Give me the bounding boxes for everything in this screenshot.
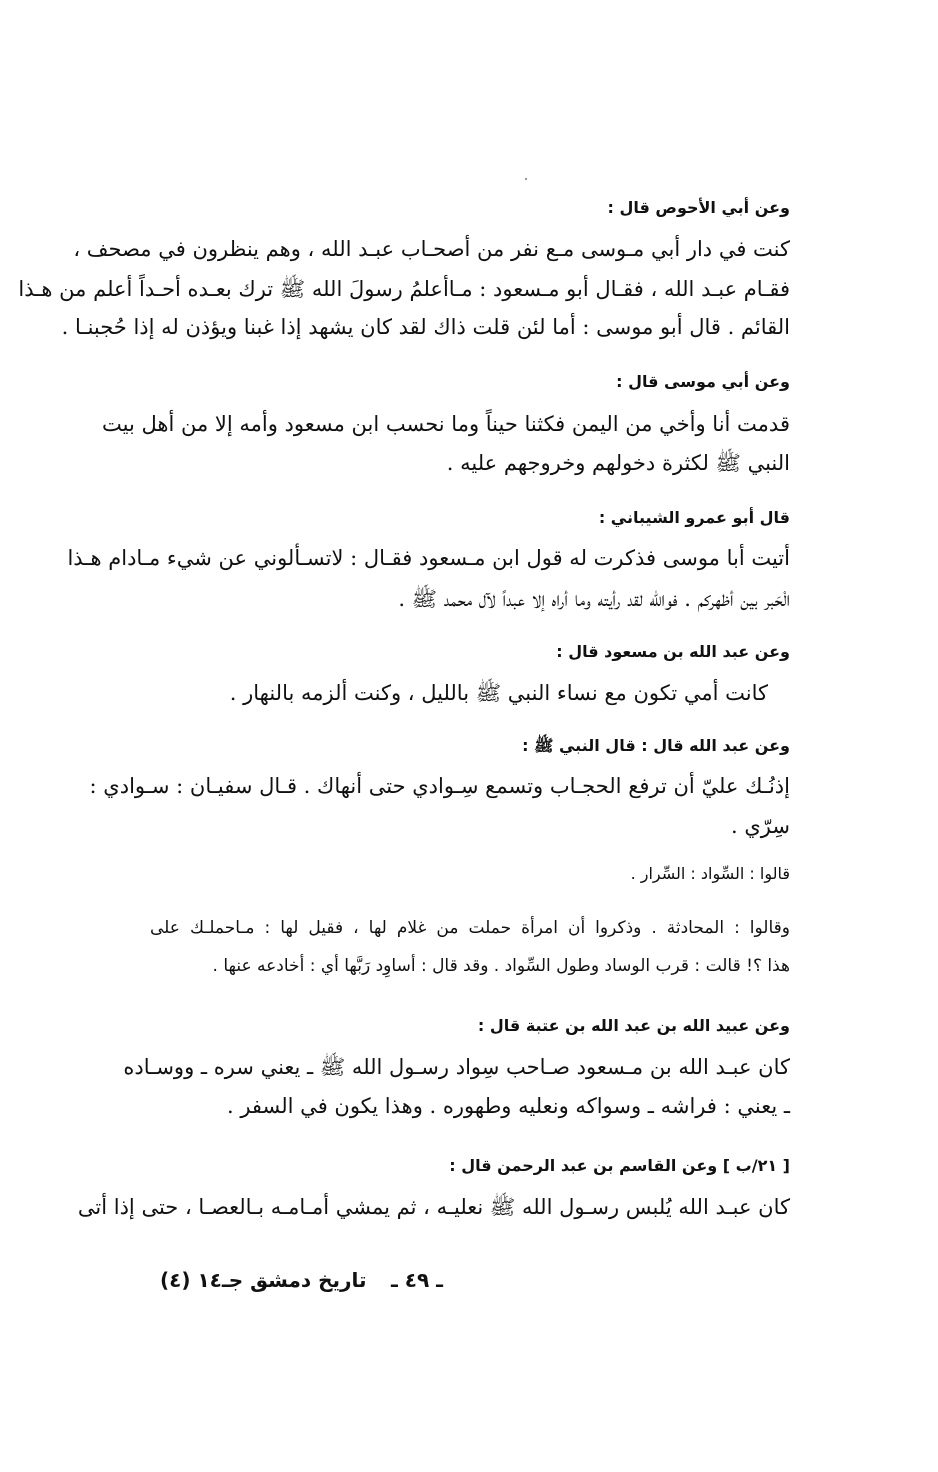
book-title: تاريخ دمشق جـ١٤ (٤): [160, 1268, 367, 1292]
paragraph-line: سِرّي .: [731, 814, 790, 838]
paragraph-line: القائم . قال أبو موسى : أما لئن قلت ذاك لقد كان يشهد إذا غبنا ويؤذن له إذا حُجبنـا .: [61, 315, 790, 339]
section-heading-1: وعن أبي الأحوص قال :: [607, 198, 790, 217]
paragraph-line: وقالوا : المحادثة . وذكروا أن امرأة حملت من غلام لها ، فقيل لها : مـاحملـك على: [150, 918, 790, 938]
page-footer: [160, 1268, 778, 1308]
section-heading-3: قال أبو عمرو الشيباني :: [598, 508, 790, 527]
section-heading-8: وعن عبيد الله بن عبد الله بن عتبة قال :: [477, 1016, 790, 1035]
paragraph-line: كنت في دار أبي مـوسى مـع نفر من أصحـاب عبـد الله ، وهم ينظرون في مصحف ،: [73, 237, 790, 261]
paragraph-line: هذا ؟! قالت : قرب الوساد وطول السِّواد . وقد قال : أساوِد رَبَّها أي : أخادعه عنها .: [212, 956, 790, 976]
section-heading-5: وعن عبد الله قال : قال النبي ﷺ :: [522, 736, 790, 755]
paragraph-line: إذنُـك عليّ أن ترفع الحجـاب وتسمع سِـوادي حتى أنهاك . قـال سفيـان : سـوادي :: [89, 774, 790, 798]
scan-speck: [525, 178, 527, 180]
section-heading-9: [ ٢١/ب ] وعن القاسم بن عبد الرحمن قال :: [449, 1156, 790, 1175]
paragraph-line: ـ يعني : فراشه ـ وسواكه ونعليه وطهوره . وهذا يكون في السفر .: [226, 1094, 790, 1118]
paragraph-line: قدمت أنا وأخي من اليمن فكثنا حيناً وما نحسب ابن مسعود وأمه إلا من أهل بيت: [102, 412, 790, 436]
paragraph-line: كانت أمي تكون مع نساء النبي ﷺ بالليل ، وكنت ألزمه بالنهار .: [229, 681, 768, 705]
page-number: ـ ٤٩ ـ: [390, 1268, 443, 1292]
paragraph-line: الْحَبر بين أظهركم . فوالله لقد رأيته وما أراه إلا عبداً لآل محمد ﷺ .: [398, 587, 790, 611]
paragraph-line: كان عبـد الله يُلبس رسـول الله ﷺ نعليـه ، ثم يمشي أمـامـه بـالعصـا ، حتى إذا أتى: [77, 1195, 790, 1219]
section-heading-4: وعن عبد الله بن مسعود قال :: [556, 642, 790, 661]
paragraph-line: كان عبـد الله بن مـسعود صـاحب سِواد رسـول الله ﷺ ـ يعني سره ـ ووسـاده: [123, 1055, 790, 1079]
section-heading-2: وعن أبي موسى قال :: [616, 372, 790, 391]
paragraph-line: النبي ﷺ لكثرة دخولهم وخروجهم عليه .: [446, 451, 790, 475]
paragraph-line: أتيت أبا موسى فذكرت له قول ابن مـسعود فقـال : لاتسـألوني عن شيء مـادام هـذا: [67, 546, 790, 570]
paragraph-line: فقـام عبـد الله ، فقـال أبو مـسعود : مـاأعلمُ رسولَ الله ﷺ ترك بعـده أحـداً أعلم من هـذا: [18, 277, 790, 301]
paragraph-line: قالوا : السِّواد : السِّرار .: [630, 864, 790, 883]
